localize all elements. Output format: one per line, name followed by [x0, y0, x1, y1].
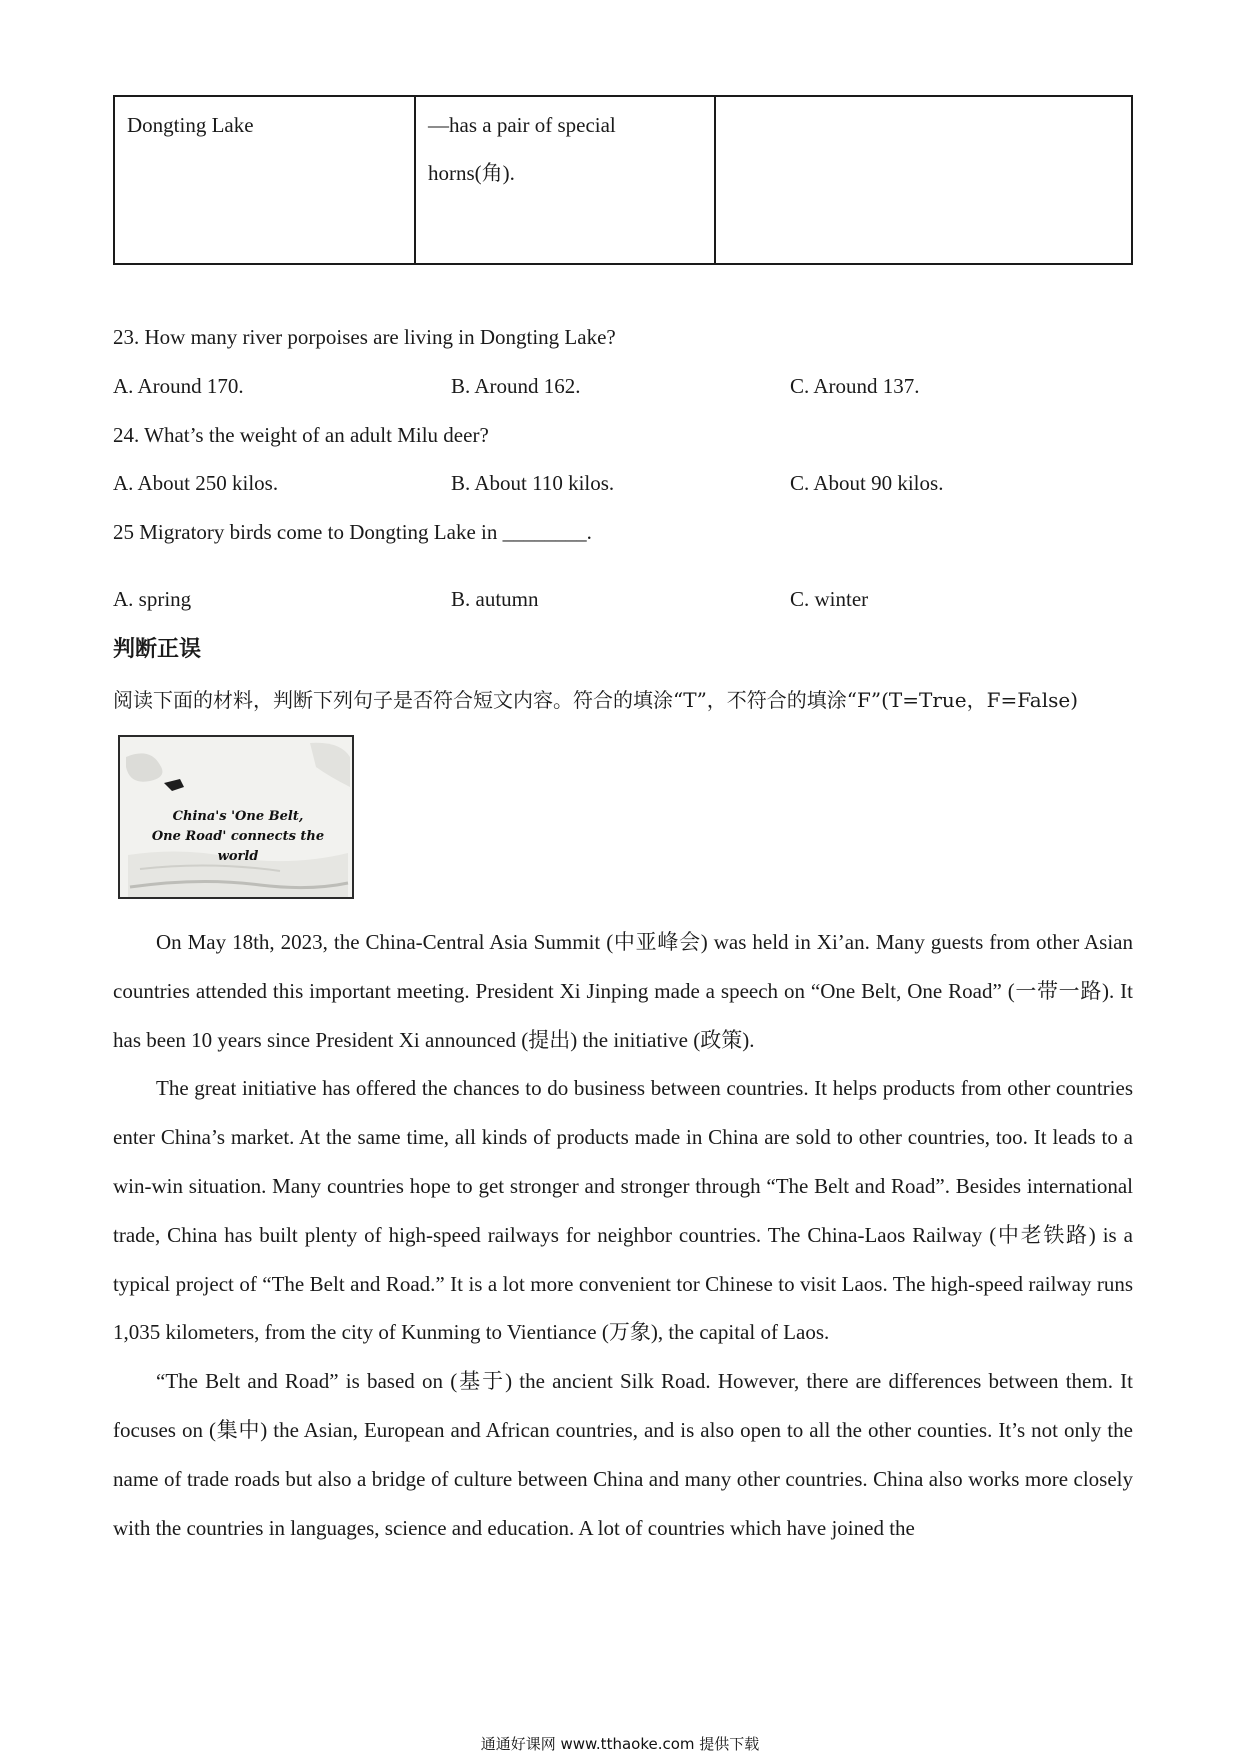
question-24-option-c[interactable]: C. About 90 kilos. — [790, 471, 944, 495]
question-25: 25 Migratory birds come to Dongting Lake in ________. — [113, 520, 592, 544]
passage-paragraph: “The Belt and Road” is based on (基于) the ancient Silk Road. However, there are differences between them. It focuses on (集中) the Asian, European and African countries, and is also open to all the other counties. It’s not only the name of trade roads but also a bridge of culture between China and many other countries. China also works more closely with the countries in languages, science and education. A lot of countries which have joined the — [113, 1369, 1133, 1540]
photo-caption — [138, 807, 338, 867]
table-cell-place: Dongting Lake — [114, 96, 415, 264]
question-23-option-c[interactable]: C. Around 137. — [790, 374, 920, 398]
question-24-option-b[interactable]: B. About 110 kilos. — [451, 471, 615, 495]
photo-caption-line1: China's 'One Belt, — [172, 809, 304, 824]
info-table — [113, 95, 1133, 265]
question-24-option-a[interactable]: A. About 250 kilos. — [113, 471, 279, 495]
question-25-option-b[interactable]: B. autumn — [451, 587, 539, 611]
section-title: 判断正误 — [113, 637, 202, 662]
question-25-option-c[interactable]: C. winter — [790, 587, 869, 611]
reading-passage — [113, 918, 1133, 1552]
table-row — [114, 96, 1132, 264]
passage-paragraph: On May 18th, 2023, the China-Central Asia Summit (中亚峰会) was held in Xi’an. Many guests from other Asian countries attended this important meeting. President Xi Jinping made a speech on “One Belt, One Road” (一带一路). It has been 10 years since President Xi announced (提出) the initiative (政策). — [113, 930, 1133, 1052]
table-cell-answer — [715, 96, 1132, 264]
question-23-option-b[interactable]: B. Around 162. — [451, 374, 581, 398]
page-footer: 通通好课网 www.tthaoke.com 提供下载 — [480, 1735, 760, 1753]
question-23: 23. How many river porpoises are living in Dongting Lake? — [113, 325, 616, 349]
section-instruction: 阅读下面的材料，判断下列句子是否符合短文内容。符合的填涂“T”，不符合的填涂“F”(T=True，F=False) — [113, 688, 1079, 712]
photo-caption-line2: One Road' connects the world — [151, 829, 325, 864]
passage-paragraph: The great initiative has offered the chances to do business between countries. It helps products from other countries enter China’s market. At the same time, all kinds of products made in China are sold to other countries, too. It leads to a win-win situation. Many countries hope to get stronger and stronger through “The Belt and Road”. Besides international trade, China has built plenty of high-speed railways for neighbor countries. The China-Laos Railway (中老铁路) is a typical project of “The Belt and Road.” It is a lot more convenient tor Chinese to visit Laos. The high-speed railway runs 1,035 kilometers, from the city of Kunming to Vientiance (万象), the capital of Laos. — [113, 1076, 1133, 1345]
question-24: 24. What’s the weight of an adult Milu deer? — [113, 423, 489, 447]
question-23-option-a[interactable]: A. Around 170. — [113, 374, 244, 398]
table-cell-description: —has a pair of special horns(角). — [415, 96, 715, 264]
belt-road-photo — [118, 735, 354, 899]
question-25-option-a[interactable]: A. spring — [113, 587, 192, 611]
